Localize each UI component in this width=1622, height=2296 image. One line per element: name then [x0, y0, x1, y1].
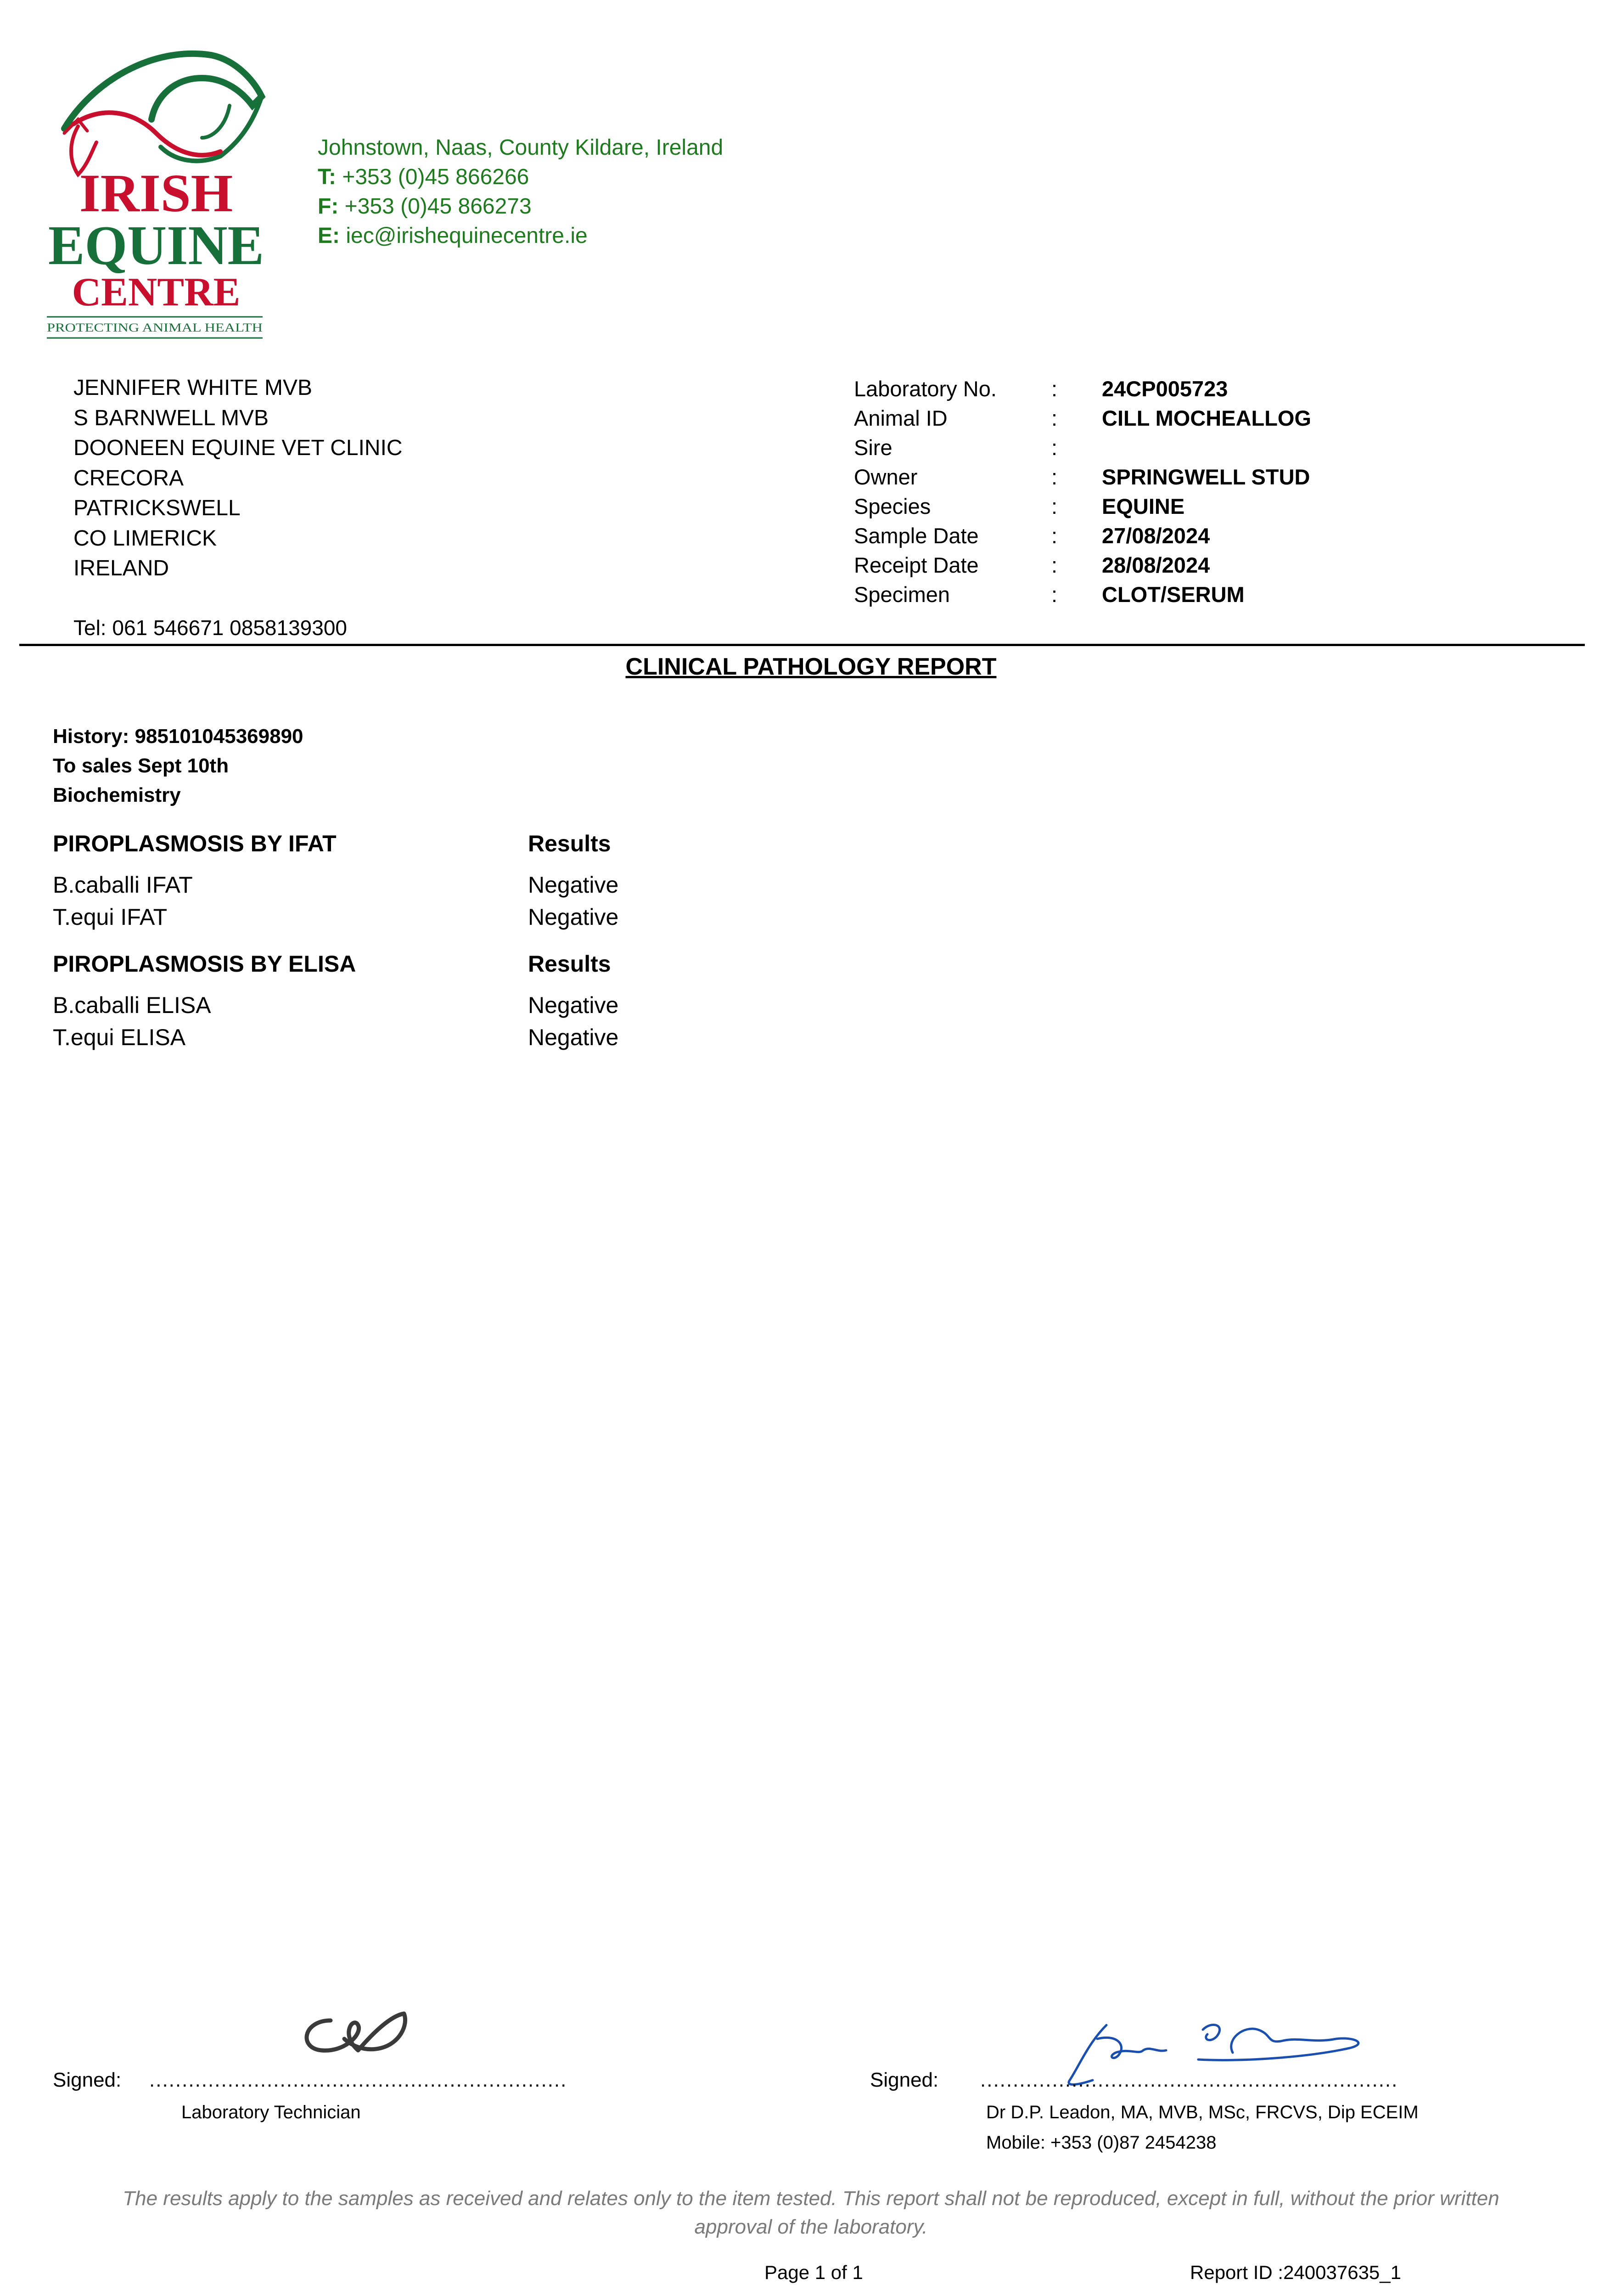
meta-label: Owner [854, 465, 918, 489]
lab-contact-block [318, 133, 723, 251]
logo-word-equine: EQUINE [48, 214, 264, 276]
meta-separator: : [1051, 406, 1058, 430]
lab-phone [318, 163, 723, 192]
recipient-line: S BARNWELL MVB [73, 405, 269, 430]
horse-logo-icon [37, 28, 275, 344]
header-divider [19, 644, 1585, 646]
meta-row-animal-id [854, 404, 1311, 433]
meta-value: CILL MOCHEALLOG [1102, 406, 1312, 430]
right-signature-line: ................................................................ [980, 2069, 1398, 2091]
result-row [53, 872, 618, 904]
irish-equine-centre-logo [37, 28, 275, 344]
logo-word-irish: IRISH [79, 163, 233, 223]
meta-value: 27/08/2024 [1102, 523, 1210, 548]
meta-label: Sire [854, 435, 892, 460]
meta-value: 24CP005723 [1102, 377, 1228, 401]
test-result: Negative [528, 872, 619, 898]
report-title [0, 653, 1622, 681]
logo-tagline: PROTECTING ANIMAL HEALTH [47, 321, 263, 334]
history-line: History: 985101045369890 [53, 725, 303, 748]
right-signed-label: Signed: [870, 2069, 939, 2091]
meta-label: Sample Date [854, 523, 979, 548]
disclaimer-text: The results apply to the samples as received and relates only to the item tested. This report shall not be reproduced, except in full, without the prior written approval of the laboratory. [123, 2187, 1499, 2238]
lab-address: Johnstown, Naas, County Kildare, Ireland [318, 135, 724, 160]
history-line: Biochemistry [53, 784, 181, 806]
result-row [53, 1024, 618, 1056]
meta-separator: : [1051, 523, 1058, 548]
test-name: T.equi IFAT [53, 904, 168, 930]
section-header [53, 951, 618, 992]
test-result: Negative [528, 904, 619, 930]
meta-label: Animal ID [854, 406, 948, 430]
meta-row-lab-no [854, 374, 1311, 404]
results-section-elisa [53, 951, 618, 1056]
fax-label: F: [318, 194, 339, 219]
test-name: T.equi ELISA [53, 1024, 186, 1050]
meta-row-specimen [854, 580, 1311, 609]
meta-separator: : [1051, 377, 1058, 401]
page-number: Page 1 of 1 [764, 2262, 863, 2283]
meta-label: Receipt Date [854, 553, 979, 577]
meta-separator: : [1051, 494, 1058, 518]
meta-separator: : [1051, 582, 1058, 607]
recipient-line: PATRICKSWELL [73, 496, 241, 520]
technician-signature-image [294, 2007, 413, 2066]
test-result: Negative [528, 1024, 619, 1050]
test-result: Negative [528, 992, 619, 1018]
logo-word-centre: CENTRE [72, 270, 241, 315]
lab-email [318, 221, 723, 251]
test-name: B.caballi IFAT [53, 872, 193, 898]
meta-row-sire [854, 433, 1311, 462]
report-title-text: CLINICAL PATHOLOGY REPORT [625, 653, 997, 680]
email-value: iec@irishequinecentre.ie [346, 224, 588, 248]
recipient-line: CO LIMERICK [73, 526, 217, 551]
handwritten-signature-icon [294, 2007, 413, 2066]
recipient-line: DOONEEN EQUINE VET CLINIC [73, 436, 403, 460]
meta-value: 28/08/2024 [1102, 553, 1210, 577]
meta-row-owner [854, 462, 1311, 492]
meta-separator: : [1051, 435, 1058, 460]
section-title: PIROPLASMOSIS BY IFAT [53, 831, 337, 856]
results-section-ifat [53, 830, 618, 936]
section-title: PIROPLASMOSIS BY ELISA [53, 951, 356, 977]
meta-row-receipt-date [854, 551, 1311, 580]
recipient-line: JENNIFER WHITE MVB [73, 376, 313, 400]
phone-value: +353 (0)45 866266 [342, 165, 529, 189]
section-header [53, 830, 618, 872]
meta-label: Specimen [854, 582, 950, 607]
director-mobile: Mobile: +353 (0)87 2454238 [986, 2133, 1217, 2153]
left-signature-line: ................................................................ [149, 2069, 567, 2091]
result-row [53, 992, 618, 1024]
director-name: Dr D.P. Leadon, MA, MVB, MSc, FRCVS, Dip ECEIM [986, 2102, 1419, 2122]
fax-value: +353 (0)45 866273 [344, 194, 532, 219]
left-signed-label: Signed: [53, 2069, 122, 2091]
recipient-line: CRECORA [73, 466, 184, 490]
lab-fax [318, 192, 723, 221]
results-header: Results [528, 831, 611, 856]
meta-separator: : [1051, 553, 1058, 577]
results-header: Results [528, 951, 611, 977]
meta-row-sample-date [854, 521, 1311, 551]
meta-label: Laboratory No. [854, 377, 997, 401]
test-name: B.caballi ELISA [53, 992, 211, 1018]
phone-label: T: [318, 165, 336, 189]
recipient-address [73, 373, 403, 584]
result-row [53, 904, 618, 936]
meta-value: EQUINE [1102, 494, 1185, 518]
history-block [53, 722, 303, 810]
sample-metadata [854, 374, 1311, 609]
report-id: Report ID :240037635_1 [1190, 2262, 1402, 2283]
recipient-tel: Tel: 061 546671 0858139300 [73, 616, 348, 640]
meta-row-species [854, 492, 1311, 521]
meta-value: SPRINGWELL STUD [1102, 465, 1310, 489]
technician-role: Laboratory Technician [181, 2102, 361, 2122]
meta-label: Species [854, 494, 931, 518]
meta-separator: : [1051, 465, 1058, 489]
email-label: E: [318, 224, 340, 248]
history-line: To sales Sept 10th [53, 754, 229, 777]
meta-value: CLOT/SERUM [1102, 582, 1245, 607]
recipient-line: IRELAND [73, 556, 169, 580]
